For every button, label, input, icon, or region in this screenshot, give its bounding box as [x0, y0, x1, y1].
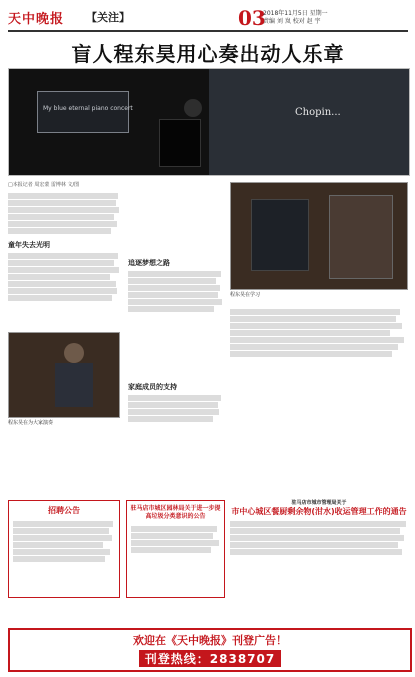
text-line: [230, 316, 396, 322]
text-line: [128, 306, 214, 312]
text-line: [128, 278, 216, 284]
text-line: [8, 260, 114, 266]
text-line: [230, 351, 392, 357]
notice-title: 市中心城区餐厨剩余物(泔水)收运管理工作的通告: [231, 507, 407, 516]
left-text-block-2: [8, 253, 120, 301]
subhead: 家庭成员的支持: [128, 383, 177, 391]
text-line: [131, 526, 217, 532]
ad-line-2: 刊登热线：2838707: [139, 650, 281, 667]
advertisement: [8, 628, 412, 672]
date-info: [263, 10, 403, 26]
text-line: [230, 521, 406, 527]
text-line: [8, 288, 117, 294]
text-line: [230, 344, 398, 350]
stage-screen: [37, 91, 129, 133]
text-line: [128, 292, 218, 298]
performer: [184, 99, 202, 117]
text-line: [13, 542, 103, 548]
recruitment-box: [8, 500, 120, 598]
text-line: [128, 395, 221, 401]
text-line: [128, 271, 221, 277]
text-line: [128, 409, 219, 415]
ad-phone: [10, 650, 410, 667]
newspaper-logo: 天中晚报: [8, 12, 65, 27]
articles-area: [8, 182, 408, 622]
subhead: 追逐梦想之路: [128, 259, 170, 267]
section-label: 【关注】: [86, 11, 130, 24]
text-line: [131, 540, 219, 546]
text-line: [13, 528, 109, 534]
photo-caption: 程东昊在为大家演奏: [8, 420, 54, 426]
text-line: [8, 221, 117, 227]
notice-header: 驻马店市城市管理局关于: [291, 500, 347, 506]
garbage-notice-text: [127, 521, 224, 558]
text-line: [230, 337, 404, 343]
editor-line: 责编 刘 岚 校对 赵 宇: [263, 18, 321, 25]
text-line: [8, 193, 118, 199]
stage-photo-right: [209, 69, 409, 175]
text-line: [230, 549, 402, 555]
text-line: [8, 295, 112, 301]
city-notice: [230, 500, 408, 596]
stage-photo: [8, 68, 410, 176]
text-line: [230, 535, 404, 541]
text-line: [128, 402, 218, 408]
piano-2: [251, 199, 309, 271]
left-text-block: [8, 193, 120, 234]
piano: [159, 119, 201, 167]
headline: 盲人程东昊用心奏出动人乐章: [71, 42, 345, 66]
garbage-notice-box: [126, 500, 225, 598]
text-line: [230, 309, 400, 315]
person-body: [55, 363, 93, 407]
stage-text-left: My blue eternal piano concert: [43, 105, 133, 112]
text-line: [8, 207, 119, 213]
text-line: [131, 533, 213, 539]
text-line: [8, 281, 116, 287]
text-line: [13, 521, 113, 527]
text-line: [131, 547, 211, 553]
masthead: [8, 8, 408, 32]
text-line: [230, 330, 390, 336]
text-line: [8, 267, 119, 273]
recruitment-text: [9, 516, 119, 567]
ad-line-1: 欢迎在《天中晚报》刊登广告！: [133, 634, 287, 647]
photo-caption-2: 程东昊在学习: [230, 292, 261, 298]
text-line: [13, 549, 110, 555]
text-line: [128, 299, 222, 305]
text-line: [230, 542, 398, 548]
text-line: [8, 200, 116, 206]
stage-text-right: Chopin...: [295, 107, 341, 118]
middle-text-block: [128, 271, 223, 312]
text-line: [13, 556, 105, 562]
text-line: [230, 323, 402, 329]
text-line: [8, 228, 111, 234]
middle-text-block-2: [128, 395, 223, 422]
notice-text: [230, 521, 408, 555]
byline: □本报记者 周宏蒙 雷博林 文/图: [8, 182, 80, 188]
text-line: [8, 214, 114, 220]
text-line: [128, 285, 220, 291]
page-number: 03: [238, 6, 266, 30]
person-photo: [329, 195, 393, 279]
text-line: [8, 253, 118, 259]
text-line: [13, 535, 112, 541]
text-line: [8, 274, 110, 280]
garbage-notice-title: 驻马店市城区园林局关于进一步提高垃圾分类意识的公告: [130, 505, 221, 520]
photo-stage-2: [230, 182, 408, 290]
recruitment-title: 招聘公告: [48, 506, 80, 515]
text-line: [128, 416, 213, 422]
photo-performer: [8, 332, 120, 418]
date-line: 2018年11月5日 星期一: [263, 10, 328, 17]
person-head: [64, 343, 84, 363]
text-line: [230, 528, 400, 534]
right-text-block: [230, 308, 406, 358]
subhead: 童年失去光明: [8, 241, 50, 249]
